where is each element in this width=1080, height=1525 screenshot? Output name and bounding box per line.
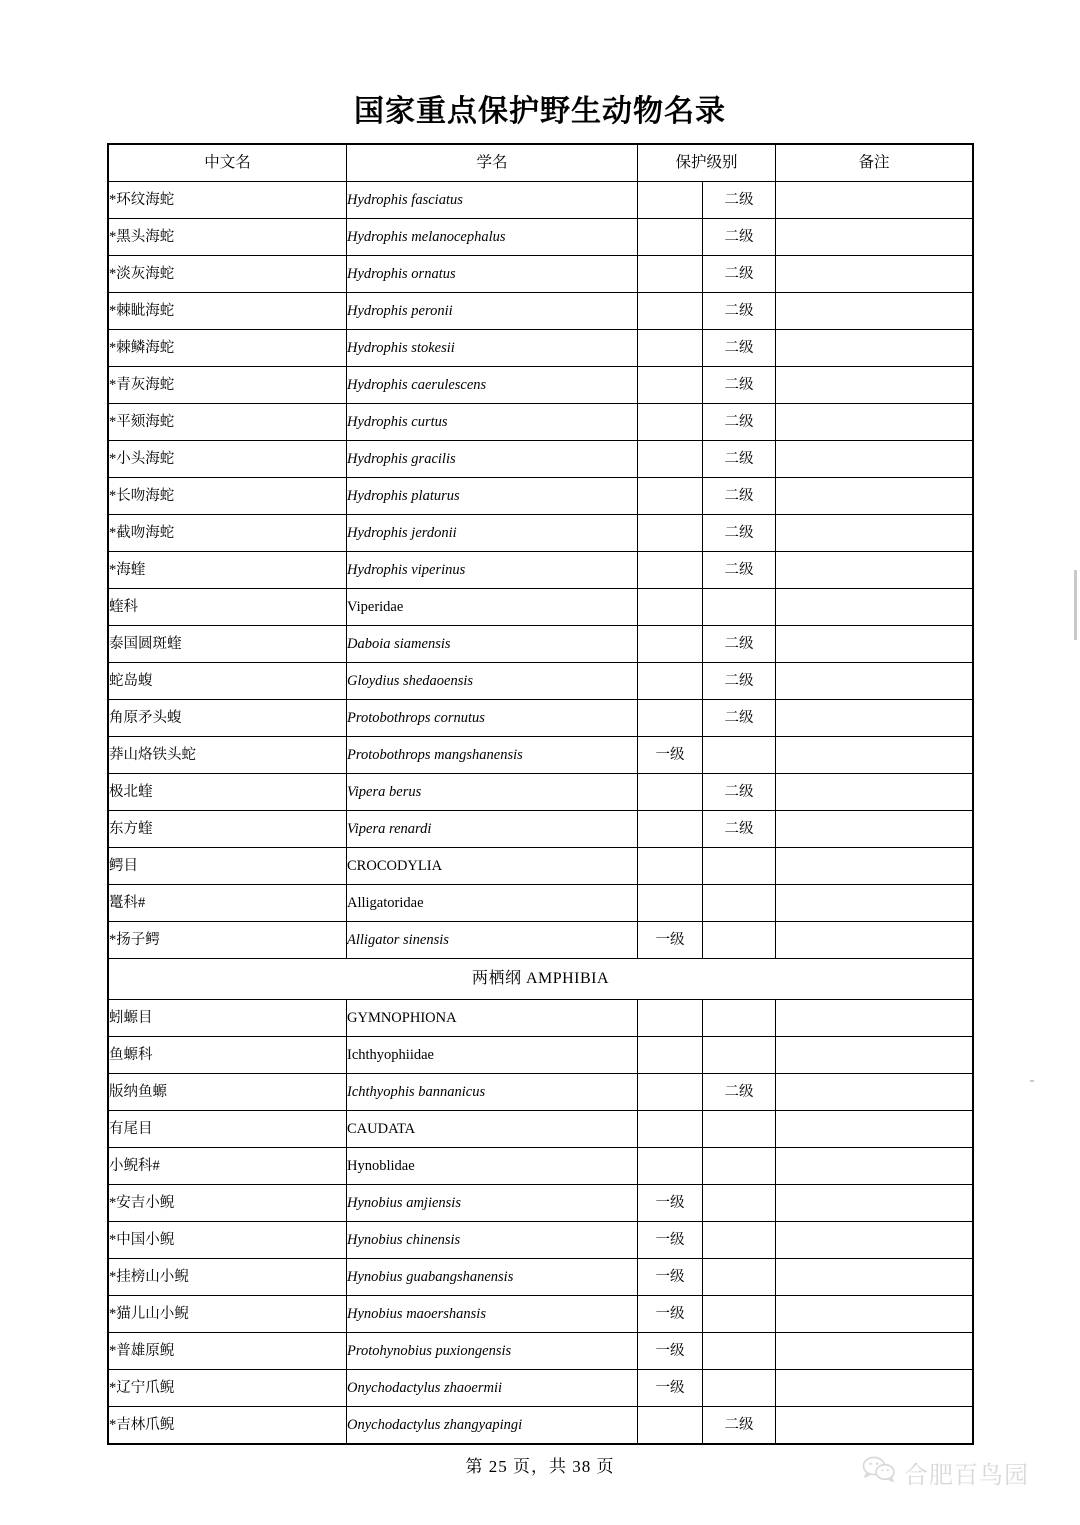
table-row <box>109 256 973 293</box>
table-row <box>109 1333 973 1370</box>
cell-remarks <box>776 1000 973 1037</box>
cell-protection-level-first <box>638 515 703 552</box>
cell-protection-level-second: 二级 <box>703 478 776 515</box>
watermark-text: 合肥百鸟园 <box>904 1462 1029 1489</box>
cell-scientific-name: Hydrophis curtus <box>347 404 638 441</box>
table-row <box>109 1000 973 1037</box>
wechat-icon <box>862 1455 896 1490</box>
cell-protection-level-first: 一级 <box>638 1222 703 1259</box>
cell-remarks <box>776 1296 973 1333</box>
table-row <box>109 1111 973 1148</box>
cell-remarks <box>776 811 973 848</box>
cell-protection-level-second <box>703 1333 776 1370</box>
cell-protection-level-second <box>703 922 776 959</box>
cell-protection-level-second: 二级 <box>703 663 776 700</box>
cell-protection-level-second: 二级 <box>703 1074 776 1111</box>
cell-protection-level-second <box>703 848 776 885</box>
cell-chinese-name: 极北蝰 <box>109 774 347 811</box>
column-header-protection-level: 保护级别 <box>638 145 776 182</box>
scan-artifact <box>1030 1080 1034 1082</box>
cell-protection-level-first <box>638 404 703 441</box>
cell-chinese-name: 蛇岛蝮 <box>109 663 347 700</box>
table-row <box>109 885 973 922</box>
cell-remarks <box>776 1037 973 1074</box>
column-header-remarks: 备注 <box>776 145 973 182</box>
cell-scientific-name: Hydrophis peronii <box>347 293 638 330</box>
cell-scientific-name: Protohynobius puxiongensis <box>347 1333 638 1370</box>
cell-protection-level-first: 一级 <box>638 1185 703 1222</box>
cell-scientific-name: Viperidae <box>347 589 638 626</box>
table-row <box>109 700 973 737</box>
page-title: 国家重点保护野生动物名录 <box>354 95 726 128</box>
cell-remarks <box>776 1074 973 1111</box>
cell-protection-level-first <box>638 811 703 848</box>
cell-protection-level-second: 二级 <box>703 330 776 367</box>
table-row <box>109 811 973 848</box>
cell-scientific-name: Hydrophis platurus <box>347 478 638 515</box>
table-row <box>109 182 973 219</box>
cell-protection-level-second: 二级 <box>703 404 776 441</box>
cell-chinese-name: *平颏海蛇 <box>109 404 347 441</box>
cell-protection-level-second <box>703 737 776 774</box>
cell-remarks <box>776 515 973 552</box>
cell-protection-level-second <box>703 1185 776 1222</box>
cell-chinese-name: *淡灰海蛇 <box>109 256 347 293</box>
table-row <box>109 1222 973 1259</box>
table-row <box>109 1407 973 1444</box>
column-header-scientific-name: 学名 <box>347 145 638 182</box>
scan-artifact <box>1074 570 1077 640</box>
cell-protection-level-first <box>638 441 703 478</box>
cell-remarks <box>776 1111 973 1148</box>
cell-chinese-name: 蝰科 <box>109 589 347 626</box>
cell-chinese-name: 泰国圆斑蝰 <box>109 626 347 663</box>
cell-chinese-name: *猫儿山小鲵 <box>109 1296 347 1333</box>
cell-protection-level-first <box>638 478 703 515</box>
cell-remarks <box>776 589 973 626</box>
cell-remarks <box>776 367 973 404</box>
cell-remarks <box>776 700 973 737</box>
cell-chinese-name: *黑头海蛇 <box>109 219 347 256</box>
cell-chinese-name: 东方蝰 <box>109 811 347 848</box>
cell-protection-level-second: 二级 <box>703 441 776 478</box>
cell-chinese-name: *辽宁爪鲵 <box>109 1370 347 1407</box>
table-row <box>109 1148 973 1185</box>
cell-scientific-name: CAUDATA <box>347 1111 638 1148</box>
cell-remarks <box>776 922 973 959</box>
cell-scientific-name: Alligatoridae <box>347 885 638 922</box>
cell-protection-level-first: 一级 <box>638 922 703 959</box>
cell-protection-level-first <box>638 219 703 256</box>
cell-protection-level-first <box>638 774 703 811</box>
cell-chinese-name: *长吻海蛇 <box>109 478 347 515</box>
cell-remarks <box>776 1222 973 1259</box>
class-banner-label: 两栖纲 AMPHIBIA <box>109 959 973 1000</box>
cell-protection-level-first <box>638 626 703 663</box>
cell-chinese-name: 小鲵科# <box>109 1148 347 1185</box>
cell-protection-level-second <box>703 1000 776 1037</box>
cell-scientific-name: Hydrophis viperinus <box>347 552 638 589</box>
cell-protection-level-second <box>703 1370 776 1407</box>
cell-protection-level-second: 二级 <box>703 367 776 404</box>
cell-protection-level-first <box>638 885 703 922</box>
cell-protection-level-second: 二级 <box>703 811 776 848</box>
cell-chinese-name: *扬子鳄 <box>109 922 347 959</box>
table-row <box>109 367 973 404</box>
cell-chinese-name: 角原矛头蝮 <box>109 700 347 737</box>
cell-scientific-name: Hynoblidae <box>347 1148 638 1185</box>
cell-scientific-name: Hydrophis fasciatus <box>347 182 638 219</box>
cell-scientific-name: Protobothrops cornutus <box>347 700 638 737</box>
cell-protection-level-second <box>703 1222 776 1259</box>
cell-scientific-name: Hynobius chinensis <box>347 1222 638 1259</box>
table-row <box>109 1037 973 1074</box>
cell-chinese-name: *小头海蛇 <box>109 441 347 478</box>
cell-chinese-name: 鳄目 <box>109 848 347 885</box>
cell-protection-level-first <box>638 1037 703 1074</box>
cell-protection-level-first <box>638 589 703 626</box>
cell-remarks <box>776 256 973 293</box>
species-list-table <box>108 144 973 1444</box>
table-row <box>109 1296 973 1333</box>
cell-protection-level-first <box>638 663 703 700</box>
cell-protection-level-first <box>638 552 703 589</box>
cell-chinese-name: 鼍科# <box>109 885 347 922</box>
table-body <box>109 182 973 1444</box>
cell-scientific-name: Hydrophis gracilis <box>347 441 638 478</box>
cell-scientific-name: Hynobius amjiensis <box>347 1185 638 1222</box>
cell-chinese-name: *青灰海蛇 <box>109 367 347 404</box>
cell-scientific-name: Onychodactylus zhangyapingi <box>347 1407 638 1444</box>
cell-scientific-name: Hydrophis caerulescens <box>347 367 638 404</box>
cell-remarks <box>776 774 973 811</box>
cell-remarks <box>776 737 973 774</box>
cell-protection-level-first: 一级 <box>638 1296 703 1333</box>
cell-chinese-name: *棘鳞海蛇 <box>109 330 347 367</box>
table-row <box>109 552 973 589</box>
cell-scientific-name: Hynobius guabangshanensis <box>347 1259 638 1296</box>
cell-protection-level-first: 一级 <box>638 1370 703 1407</box>
cell-scientific-name: Hydrophis jerdonii <box>347 515 638 552</box>
cell-protection-level-first <box>638 848 703 885</box>
cell-protection-level-second: 二级 <box>703 552 776 589</box>
cell-chinese-name: 有尾目 <box>109 1111 347 1148</box>
cell-protection-level-second: 二级 <box>703 256 776 293</box>
cell-remarks <box>776 552 973 589</box>
cell-chinese-name: *中国小鲵 <box>109 1222 347 1259</box>
class-banner-row <box>109 959 973 1000</box>
cell-scientific-name: Ichthyophiidae <box>347 1037 638 1074</box>
cell-chinese-name: 版纳鱼螈 <box>109 1074 347 1111</box>
cell-chinese-name: *吉林爪鲵 <box>109 1407 347 1444</box>
cell-chinese-name: *截吻海蛇 <box>109 515 347 552</box>
cell-scientific-name: Ichthyophis bannanicus <box>347 1074 638 1111</box>
cell-protection-level-second: 二级 <box>703 515 776 552</box>
cell-remarks <box>776 478 973 515</box>
cell-protection-level-first <box>638 1148 703 1185</box>
table-row <box>109 589 973 626</box>
cell-remarks <box>776 1185 973 1222</box>
cell-protection-level-first <box>638 1000 703 1037</box>
table-row <box>109 1074 973 1111</box>
cell-protection-level-first: 一级 <box>638 1259 703 1296</box>
watermark <box>862 1455 1029 1490</box>
cell-protection-level-second: 二级 <box>703 219 776 256</box>
table-header-row <box>109 145 973 182</box>
cell-protection-level-second: 二级 <box>703 182 776 219</box>
cell-protection-level-second: 二级 <box>703 293 776 330</box>
table-row <box>109 478 973 515</box>
cell-remarks <box>776 441 973 478</box>
table-row <box>109 441 973 478</box>
cell-chinese-name: *环纹海蛇 <box>109 182 347 219</box>
table-row <box>109 774 973 811</box>
cell-scientific-name: Vipera renardi <box>347 811 638 848</box>
cell-chinese-name: *安吉小鲵 <box>109 1185 347 1222</box>
table-row <box>109 1370 973 1407</box>
cell-chinese-name: *挂榜山小鲵 <box>109 1259 347 1296</box>
cell-remarks <box>776 626 973 663</box>
cell-protection-level-first <box>638 330 703 367</box>
cell-remarks <box>776 330 973 367</box>
table-row <box>109 626 973 663</box>
cell-protection-level-first <box>638 256 703 293</box>
cell-protection-level-first: 一级 <box>638 737 703 774</box>
cell-protection-level-second <box>703 1037 776 1074</box>
cell-protection-level-first <box>638 1407 703 1444</box>
page-number-footer: 第 25 页，共 38 页 <box>465 1457 615 1476</box>
cell-scientific-name: CROCODYLIA <box>347 848 638 885</box>
table-row <box>109 1259 973 1296</box>
cell-protection-level-first <box>638 182 703 219</box>
cell-protection-level-first <box>638 1074 703 1111</box>
cell-remarks <box>776 1333 973 1370</box>
cell-chinese-name: *普雄原鲵 <box>109 1333 347 1370</box>
cell-chinese-name: *棘眦海蛇 <box>109 293 347 330</box>
table-row <box>109 293 973 330</box>
cell-protection-level-second: 二级 <box>703 1407 776 1444</box>
table-row <box>109 404 973 441</box>
cell-scientific-name: Alligator sinensis <box>347 922 638 959</box>
cell-protection-level-second <box>703 1296 776 1333</box>
cell-protection-level-second <box>703 1259 776 1296</box>
cell-protection-level-first <box>638 700 703 737</box>
table-row <box>109 1185 973 1222</box>
cell-protection-level-first <box>638 367 703 404</box>
cell-chinese-name: 蚓螈目 <box>109 1000 347 1037</box>
cell-remarks <box>776 1148 973 1185</box>
cell-protection-level-second: 二级 <box>703 700 776 737</box>
cell-protection-level-second: 二级 <box>703 626 776 663</box>
cell-chinese-name: 鱼螈科 <box>109 1037 347 1074</box>
cell-scientific-name: Protobothrops mangshanensis <box>347 737 638 774</box>
cell-remarks <box>776 885 973 922</box>
cell-protection-level-second <box>703 589 776 626</box>
table-row <box>109 663 973 700</box>
cell-remarks <box>776 848 973 885</box>
cell-scientific-name: Onychodactylus zhaoermii <box>347 1370 638 1407</box>
cell-scientific-name: Hydrophis melanocephalus <box>347 219 638 256</box>
cell-remarks <box>776 219 973 256</box>
table-row <box>109 219 973 256</box>
cell-protection-level-first <box>638 1111 703 1148</box>
cell-remarks <box>776 404 973 441</box>
cell-remarks <box>776 1370 973 1407</box>
table-row <box>109 922 973 959</box>
cell-remarks <box>776 293 973 330</box>
cell-scientific-name: Hydrophis ornatus <box>347 256 638 293</box>
cell-scientific-name: Vipera berus <box>347 774 638 811</box>
cell-scientific-name: Daboia siamensis <box>347 626 638 663</box>
cell-scientific-name: Gloydius shedaoensis <box>347 663 638 700</box>
cell-remarks <box>776 1407 973 1444</box>
cell-remarks <box>776 1259 973 1296</box>
cell-scientific-name: Hydrophis stokesii <box>347 330 638 367</box>
cell-scientific-name: Hynobius maoershansis <box>347 1296 638 1333</box>
cell-protection-level-second <box>703 885 776 922</box>
table-row <box>109 737 973 774</box>
table-row <box>109 330 973 367</box>
cell-scientific-name: GYMNOPHIONA <box>347 1000 638 1037</box>
cell-chinese-name: *海蝰 <box>109 552 347 589</box>
cell-protection-level-first: 一级 <box>638 1333 703 1370</box>
cell-protection-level-second: 二级 <box>703 774 776 811</box>
column-header-chinese-name: 中文名 <box>109 145 347 182</box>
cell-protection-level-first <box>638 293 703 330</box>
table-row <box>109 515 973 552</box>
cell-protection-level-second <box>703 1111 776 1148</box>
cell-remarks <box>776 182 973 219</box>
cell-chinese-name: 莽山烙铁头蛇 <box>109 737 347 774</box>
cell-protection-level-second <box>703 1148 776 1185</box>
cell-remarks <box>776 663 973 700</box>
table-row <box>109 848 973 885</box>
